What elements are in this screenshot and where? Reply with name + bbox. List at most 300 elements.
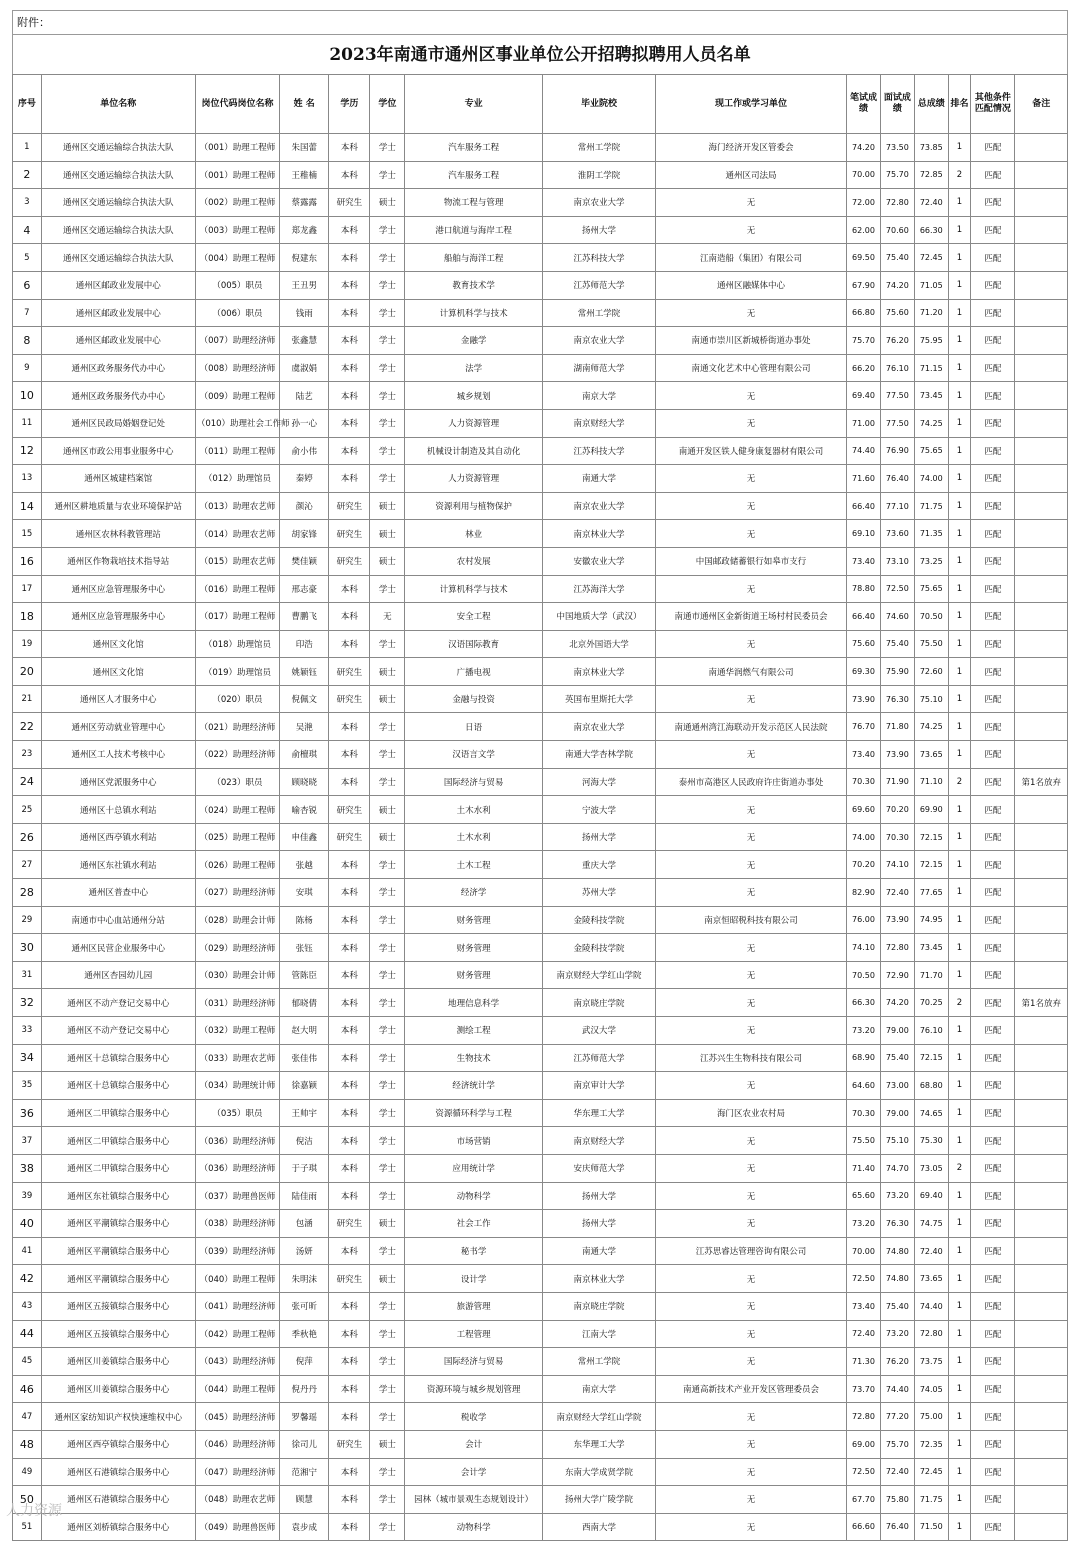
education-cell: 本科: [329, 465, 370, 493]
major-cell: 社会工作: [405, 1210, 543, 1238]
written-score-cell: 78.80: [847, 575, 881, 603]
position-cell: （029）助理经济师: [195, 934, 279, 962]
school-cell: 东南大学成贤学院: [543, 1458, 656, 1486]
name-cell: 袁步成: [280, 1513, 329, 1541]
major-cell: 税收学: [405, 1403, 543, 1431]
interview-score-cell: 72.80: [880, 934, 914, 962]
degree-cell: 学士: [370, 244, 405, 272]
education-cell: 本科: [329, 244, 370, 272]
degree-cell: 学士: [370, 906, 405, 934]
rank-cell: 1: [948, 547, 971, 575]
total-score-cell: 71.50: [914, 1513, 948, 1541]
education-cell: 本科: [329, 1403, 370, 1431]
major-cell: 财务管理: [405, 906, 543, 934]
written-score-cell: 65.60: [847, 1182, 881, 1210]
major-cell: 资源利用与植物保护: [405, 492, 543, 520]
school-cell: 东华理工大学: [543, 1430, 656, 1458]
degree-cell: 学士: [370, 1486, 405, 1514]
major-cell: 园林（城市景观生态规划设计）: [405, 1486, 543, 1514]
position-cell: （025）助理工程师: [195, 823, 279, 851]
rank-cell: 1: [948, 934, 971, 962]
education-cell: 本科: [329, 1127, 370, 1155]
school-cell: 扬州大学: [543, 1210, 656, 1238]
match-cell: 匹配: [971, 299, 1015, 327]
match-cell: 匹配: [971, 134, 1015, 162]
match-cell: 匹配: [971, 437, 1015, 465]
school-cell: 扬州大学: [543, 216, 656, 244]
major-cell: 汉语言文学: [405, 741, 543, 769]
name-cell: 朱国蕾: [280, 134, 329, 162]
table-row: [13, 299, 1068, 327]
unit-cell: 通州区交通运输综合执法大队: [41, 161, 195, 189]
school-cell: 河海大学: [543, 768, 656, 796]
school-cell: 江苏科技大学: [543, 244, 656, 272]
table-row: [13, 1099, 1068, 1127]
remark-cell: [1015, 1044, 1068, 1072]
total-score-cell: 72.35: [914, 1430, 948, 1458]
serial-cell: 32: [13, 989, 42, 1017]
rank-cell: 1: [948, 796, 971, 824]
interview-score-cell: 76.90: [880, 437, 914, 465]
major-cell: 资源环境与城乡规划管理: [405, 1375, 543, 1403]
rank-cell: 1: [948, 437, 971, 465]
workplace-cell: 无: [655, 189, 846, 217]
rank-cell: 1: [948, 520, 971, 548]
interview-score-cell: 72.40: [880, 1458, 914, 1486]
workplace-cell: 无: [655, 879, 846, 907]
position-cell: （001）助理工程师: [195, 161, 279, 189]
major-cell: 生物技术: [405, 1044, 543, 1072]
name-cell: 曹鹏飞: [280, 603, 329, 631]
table-row: [13, 1265, 1068, 1293]
total-score-cell: 70.50: [914, 603, 948, 631]
column-header: 总成绩: [914, 75, 948, 134]
table-row: [13, 244, 1068, 272]
interview-score-cell: 75.40: [880, 1292, 914, 1320]
education-cell: 研究生: [329, 658, 370, 686]
position-cell: （046）助理经济师: [195, 1430, 279, 1458]
total-score-cell: 75.95: [914, 327, 948, 355]
position-cell: （037）助理兽医师: [195, 1182, 279, 1210]
interview-score-cell: 76.20: [880, 1348, 914, 1376]
table-row: [13, 327, 1068, 355]
interview-score-cell: 73.90: [880, 741, 914, 769]
rank-cell: 1: [948, 713, 971, 741]
education-cell: 研究生: [329, 492, 370, 520]
interview-score-cell: 79.00: [880, 1099, 914, 1127]
unit-cell: 通州区家纺知识产权快速维权中心: [41, 1403, 195, 1431]
education-cell: 本科: [329, 741, 370, 769]
match-cell: 匹配: [971, 851, 1015, 879]
table-row: [13, 1348, 1068, 1376]
position-cell: （034）助理统计师: [195, 1072, 279, 1100]
name-cell: 秦婷: [280, 465, 329, 493]
education-cell: 本科: [329, 934, 370, 962]
remark-cell: [1015, 134, 1068, 162]
remark-cell: [1015, 354, 1068, 382]
total-score-cell: 71.35: [914, 520, 948, 548]
rank-cell: 2: [948, 989, 971, 1017]
written-score-cell: 70.30: [847, 1099, 881, 1127]
name-cell: 姚颖钰: [280, 658, 329, 686]
position-cell: （001）助理工程师: [195, 134, 279, 162]
name-cell: 蔡露露: [280, 189, 329, 217]
education-cell: 研究生: [329, 1210, 370, 1238]
written-score-cell: 70.20: [847, 851, 881, 879]
match-cell: 匹配: [971, 1320, 1015, 1348]
major-cell: 汽车服务工程: [405, 134, 543, 162]
written-score-cell: 69.60: [847, 796, 881, 824]
position-cell: （024）助理工程师: [195, 796, 279, 824]
degree-cell: 学士: [370, 1458, 405, 1486]
rank-cell: 1: [948, 1320, 971, 1348]
name-cell: 季秋艳: [280, 1320, 329, 1348]
major-cell: 计算机科学与技术: [405, 299, 543, 327]
table-row: [13, 1072, 1068, 1100]
unit-cell: 通州区平潮镇综合服务中心: [41, 1265, 195, 1293]
written-score-cell: 75.70: [847, 327, 881, 355]
column-header: 备注: [1015, 75, 1068, 134]
remark-cell: [1015, 189, 1068, 217]
major-cell: 法学: [405, 354, 543, 382]
total-score-cell: 74.00: [914, 465, 948, 493]
position-cell: （008）助理经济师: [195, 354, 279, 382]
rank-cell: 1: [948, 1237, 971, 1265]
written-score-cell: 74.20: [847, 134, 881, 162]
unit-cell: 通州区石港镇综合服务中心: [41, 1486, 195, 1514]
table-row: [13, 1486, 1068, 1514]
school-cell: 南京林业大学: [543, 1265, 656, 1293]
remark-cell: [1015, 658, 1068, 686]
remark-cell: [1015, 520, 1068, 548]
match-cell: 匹配: [971, 1292, 1015, 1320]
total-score-cell: 73.25: [914, 547, 948, 575]
column-header: 排名: [948, 75, 971, 134]
interview-score-cell: 76.20: [880, 327, 914, 355]
match-cell: 匹配: [971, 658, 1015, 686]
major-cell: 设计学: [405, 1265, 543, 1293]
match-cell: 匹配: [971, 354, 1015, 382]
workplace-cell: 无: [655, 382, 846, 410]
total-score-cell: 74.05: [914, 1375, 948, 1403]
name-cell: 徐嘉颖: [280, 1072, 329, 1100]
written-score-cell: 69.10: [847, 520, 881, 548]
total-score-cell: 75.10: [914, 685, 948, 713]
written-score-cell: 66.60: [847, 1513, 881, 1541]
unit-cell: 通州区石港镇综合服务中心: [41, 1458, 195, 1486]
written-score-cell: 68.90: [847, 1044, 881, 1072]
education-cell: 本科: [329, 271, 370, 299]
interview-score-cell: 75.40: [880, 1044, 914, 1072]
serial-cell: 45: [13, 1348, 42, 1376]
table-row: [13, 1127, 1068, 1155]
education-cell: 研究生: [329, 823, 370, 851]
major-cell: 农村发展: [405, 547, 543, 575]
unit-cell: 通州区民政局婚姻登记处: [41, 409, 195, 437]
major-cell: 资源循环科学与工程: [405, 1099, 543, 1127]
written-score-cell: 73.40: [847, 547, 881, 575]
major-cell: 国际经济与贸易: [405, 768, 543, 796]
major-cell: 计算机科学与技术: [405, 575, 543, 603]
table-row: [13, 271, 1068, 299]
major-cell: 人力资源管理: [405, 409, 543, 437]
serial-cell: 42: [13, 1265, 42, 1293]
unit-cell: 通州区十总镇综合服务中心: [41, 1072, 195, 1100]
education-cell: 本科: [329, 354, 370, 382]
page-title: 2023年南通市通州区事业单位公开招聘拟聘用人员名单: [12, 34, 1068, 74]
table-row: [13, 685, 1068, 713]
major-cell: 地理信息科学: [405, 989, 543, 1017]
school-cell: 安徽农业大学: [543, 547, 656, 575]
serial-cell: 26: [13, 823, 42, 851]
school-cell: 南京财经大学红山学院: [543, 961, 656, 989]
rank-cell: 1: [948, 271, 971, 299]
workplace-cell: 南通华润燃气有限公司: [655, 658, 846, 686]
table-row: [13, 216, 1068, 244]
degree-cell: 硕士: [370, 492, 405, 520]
position-cell: （049）助理兽医师: [195, 1513, 279, 1541]
workplace-cell: 无: [655, 823, 846, 851]
workplace-cell: 通州区融媒体中心: [655, 271, 846, 299]
workplace-cell: 泰州市高港区人民政府许庄街道办事处: [655, 768, 846, 796]
interview-score-cell: 77.50: [880, 409, 914, 437]
serial-cell: 38: [13, 1154, 42, 1182]
written-score-cell: 67.90: [847, 271, 881, 299]
interview-score-cell: 75.10: [880, 1127, 914, 1155]
remark-cell: [1015, 437, 1068, 465]
degree-cell: 学士: [370, 1513, 405, 1541]
column-header: 姓 名: [280, 75, 329, 134]
unit-cell: 通州区党派服务中心: [41, 768, 195, 796]
total-score-cell: 72.45: [914, 244, 948, 272]
name-cell: 俞小伟: [280, 437, 329, 465]
name-cell: 钱雨: [280, 299, 329, 327]
unit-cell: 通州区交通运输综合执法大队: [41, 216, 195, 244]
unit-cell: 通州区二甲镇综合服务中心: [41, 1127, 195, 1155]
school-cell: 江苏师范大学: [543, 1044, 656, 1072]
interview-score-cell: 77.50: [880, 382, 914, 410]
workplace-cell: 南通市通州区金新街道王场村村民委员会: [655, 603, 846, 631]
position-cell: （003）助理工程师: [195, 216, 279, 244]
remark-cell: [1015, 1182, 1068, 1210]
rank-cell: 1: [948, 851, 971, 879]
name-cell: 申佳鑫: [280, 823, 329, 851]
match-cell: 匹配: [971, 823, 1015, 851]
header-row: [13, 75, 1068, 134]
written-score-cell: 71.40: [847, 1154, 881, 1182]
remark-cell: [1015, 327, 1068, 355]
degree-cell: 硕士: [370, 189, 405, 217]
table-row: [13, 713, 1068, 741]
table-row: [13, 1182, 1068, 1210]
total-score-cell: 74.40: [914, 1292, 948, 1320]
degree-cell: 学士: [370, 879, 405, 907]
workplace-cell: 无: [655, 1127, 846, 1155]
workplace-cell: 无: [655, 216, 846, 244]
name-cell: 虞淑娟: [280, 354, 329, 382]
major-cell: 人力资源管理: [405, 465, 543, 493]
major-cell: 动物科学: [405, 1182, 543, 1210]
school-cell: 南京农业大学: [543, 327, 656, 355]
match-cell: 匹配: [971, 244, 1015, 272]
match-cell: 匹配: [971, 1044, 1015, 1072]
workplace-cell: 无: [655, 685, 846, 713]
written-score-cell: 69.40: [847, 382, 881, 410]
position-cell: （043）助理经济师: [195, 1348, 279, 1376]
major-cell: 城乡规划: [405, 382, 543, 410]
table-row: [13, 465, 1068, 493]
match-cell: 匹配: [971, 1513, 1015, 1541]
rank-cell: 1: [948, 134, 971, 162]
remark-cell: [1015, 244, 1068, 272]
total-score-cell: 66.30: [914, 216, 948, 244]
degree-cell: 学士: [370, 465, 405, 493]
remark-cell: [1015, 465, 1068, 493]
match-cell: 匹配: [971, 161, 1015, 189]
major-cell: 土木工程: [405, 851, 543, 879]
rank-cell: 1: [948, 1017, 971, 1045]
education-cell: 本科: [329, 1154, 370, 1182]
total-score-cell: 72.15: [914, 1044, 948, 1072]
remark-cell: [1015, 1072, 1068, 1100]
degree-cell: 学士: [370, 409, 405, 437]
education-cell: 本科: [329, 299, 370, 327]
degree-cell: 学士: [370, 1127, 405, 1155]
written-score-cell: 75.50: [847, 1127, 881, 1155]
remark-cell: [1015, 161, 1068, 189]
name-cell: 张佳伟: [280, 1044, 329, 1072]
remark-cell: [1015, 879, 1068, 907]
unit-cell: 通州区二甲镇综合服务中心: [41, 1099, 195, 1127]
match-cell: 匹配: [971, 1237, 1015, 1265]
education-cell: 本科: [329, 216, 370, 244]
name-cell: 郑龙鑫: [280, 216, 329, 244]
school-cell: 江南大学: [543, 1320, 656, 1348]
position-cell: （047）助理经济师: [195, 1458, 279, 1486]
table-row: [13, 768, 1068, 796]
name-cell: 张越: [280, 851, 329, 879]
unit-cell: 通州区二甲镇综合服务中心: [41, 1154, 195, 1182]
workplace-cell: 通州区司法局: [655, 161, 846, 189]
watermark: 人力资源: [6, 1503, 62, 1519]
total-score-cell: 69.40: [914, 1182, 948, 1210]
serial-cell: 28: [13, 879, 42, 907]
total-score-cell: 71.75: [914, 492, 948, 520]
written-score-cell: 70.50: [847, 961, 881, 989]
unit-cell: 通州区作物栽培技术指导站: [41, 547, 195, 575]
serial-cell: 47: [13, 1403, 42, 1431]
name-cell: 陈杨: [280, 906, 329, 934]
interview-score-cell: 72.40: [880, 879, 914, 907]
match-cell: 匹配: [971, 575, 1015, 603]
interview-score-cell: 79.00: [880, 1017, 914, 1045]
table-row: [13, 961, 1068, 989]
table-row: [13, 1044, 1068, 1072]
interview-score-cell: 74.20: [880, 989, 914, 1017]
name-cell: 徐司儿: [280, 1430, 329, 1458]
name-cell: 郁晓倩: [280, 989, 329, 1017]
interview-score-cell: 73.50: [880, 134, 914, 162]
unit-cell: 南通市中心血站通州分站: [41, 906, 195, 934]
table-row: [13, 1237, 1068, 1265]
serial-cell: 48: [13, 1430, 42, 1458]
education-cell: 本科: [329, 327, 370, 355]
position-cell: （022）助理经济师: [195, 741, 279, 769]
written-score-cell: 70.00: [847, 1237, 881, 1265]
major-cell: 林业: [405, 520, 543, 548]
major-cell: 土木水利: [405, 823, 543, 851]
interview-score-cell: 76.30: [880, 1210, 914, 1238]
name-cell: 俞檀琪: [280, 741, 329, 769]
written-score-cell: 82.90: [847, 879, 881, 907]
serial-cell: 23: [13, 741, 42, 769]
major-cell: 旅游管理: [405, 1292, 543, 1320]
written-score-cell: 73.20: [847, 1017, 881, 1045]
name-cell: 张可昕: [280, 1292, 329, 1320]
remark-cell: [1015, 299, 1068, 327]
total-score-cell: 74.75: [914, 1210, 948, 1238]
education-cell: 研究生: [329, 189, 370, 217]
school-cell: 重庆大学: [543, 851, 656, 879]
column-header: 学历: [329, 75, 370, 134]
remark-cell: [1015, 216, 1068, 244]
degree-cell: 学士: [370, 271, 405, 299]
name-cell: 范湘宁: [280, 1458, 329, 1486]
column-header: 岗位代码岗位名称: [195, 75, 279, 134]
workplace-cell: 无: [655, 1265, 846, 1293]
major-cell: 财务管理: [405, 934, 543, 962]
degree-cell: 学士: [370, 851, 405, 879]
position-cell: （044）助理工程师: [195, 1375, 279, 1403]
total-score-cell: 73.85: [914, 134, 948, 162]
workplace-cell: 无: [655, 1182, 846, 1210]
education-cell: 研究生: [329, 796, 370, 824]
interview-score-cell: 76.10: [880, 354, 914, 382]
match-cell: 匹配: [971, 1127, 1015, 1155]
interview-score-cell: 74.40: [880, 1375, 914, 1403]
education-cell: 研究生: [329, 1430, 370, 1458]
workplace-cell: 江苏兴生生物科技有限公司: [655, 1044, 846, 1072]
school-cell: 南京林业大学: [543, 520, 656, 548]
total-score-cell: 71.05: [914, 271, 948, 299]
education-cell: 本科: [329, 989, 370, 1017]
workplace-cell: 无: [655, 1072, 846, 1100]
unit-cell: 通州区文化馆: [41, 658, 195, 686]
table-row: [13, 989, 1068, 1017]
table-row: [13, 520, 1068, 548]
serial-cell: 30: [13, 934, 42, 962]
column-header: 单位名称: [41, 75, 195, 134]
column-header: 面试成绩: [880, 75, 914, 134]
name-cell: 陆佳雨: [280, 1182, 329, 1210]
total-score-cell: 74.25: [914, 713, 948, 741]
school-cell: 常州工学院: [543, 299, 656, 327]
written-score-cell: 74.10: [847, 934, 881, 962]
position-cell: （026）助理工程师: [195, 851, 279, 879]
position-cell: （017）助理工程师: [195, 603, 279, 631]
unit-cell: 通州区邮政业发展中心: [41, 327, 195, 355]
remark-cell: [1015, 1375, 1068, 1403]
remark-cell: [1015, 382, 1068, 410]
interview-score-cell: 75.70: [880, 161, 914, 189]
match-cell: 匹配: [971, 630, 1015, 658]
degree-cell: 学士: [370, 1182, 405, 1210]
remark-cell: [1015, 1154, 1068, 1182]
workplace-cell: 无: [655, 1210, 846, 1238]
school-cell: 江苏师范大学: [543, 271, 656, 299]
school-cell: 南京林业大学: [543, 658, 656, 686]
serial-cell: 44: [13, 1320, 42, 1348]
